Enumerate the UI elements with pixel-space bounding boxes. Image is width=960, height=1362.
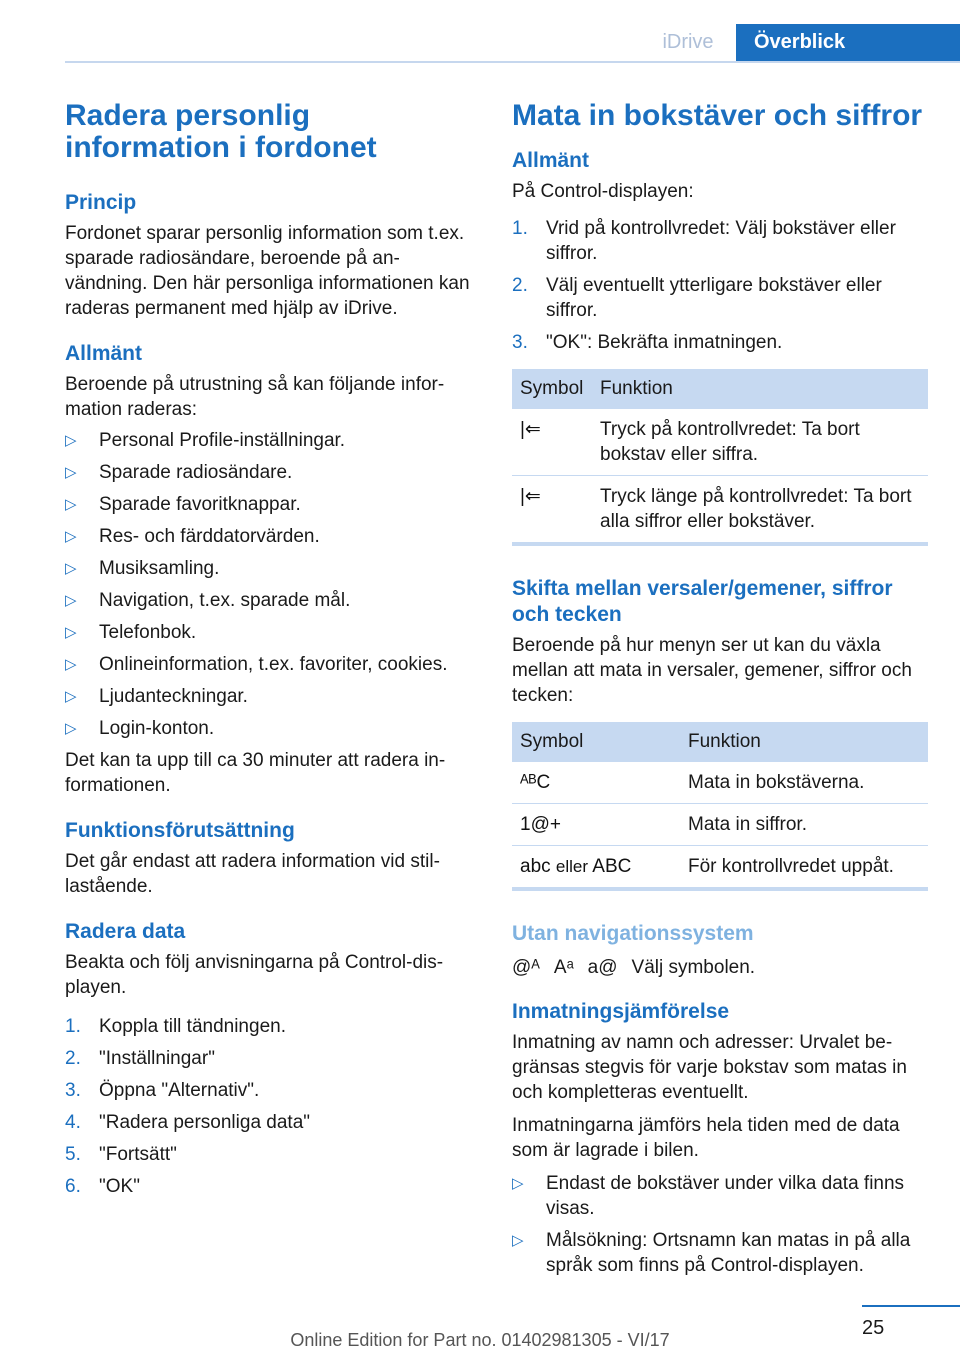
header-rule: [65, 61, 960, 63]
utan-section: [512, 921, 928, 979]
table-row: [512, 846, 928, 890]
symbol-lower-at-icon: a@: [587, 957, 618, 978]
backspace-icon: |⇐: [512, 409, 592, 476]
step-item: 1. Vrid på kontrollvredet: Välj bokstäver eller siffror.: [512, 218, 896, 264]
utan-heading: Utan navigationssystem: [512, 922, 754, 945]
triangle-bullet-icon: ▷: [65, 432, 77, 449]
step-item: 5. "Fortsätt": [65, 1144, 177, 1165]
table-row: [512, 409, 928, 476]
input-mode-table: [512, 722, 928, 891]
list-item: ▷ Målsökning: Ortsnamn kan matas in på alla språk som finns på Control-displayen.: [512, 1230, 911, 1276]
inmatning-section: [512, 999, 928, 1278]
table-header-symbol: Symbol: [512, 369, 592, 409]
radera-heading: Radera data: [65, 920, 186, 943]
right-column: [512, 100, 928, 1298]
table-row: [512, 476, 928, 545]
triangle-bullet-icon: ▷: [512, 1175, 524, 1192]
inmatning-heading: Inmatningsjämförelse: [512, 1000, 730, 1023]
symbol-upper-lower-icon: Aᵃ: [553, 957, 574, 978]
skifta-section: [512, 576, 928, 891]
step-item: 1. Koppla till tändningen.: [65, 1016, 286, 1037]
step-item: 2. Välj eventuellt ytterligare bokstäver eller siffror.: [512, 275, 882, 321]
list-item: ▷ Ljudanteckningar.: [65, 686, 248, 707]
table-header-row: [512, 722, 928, 762]
triangle-bullet-icon: ▷: [65, 528, 77, 545]
list-item: ▷ Endast de bokstäver under vilka data finns visas.: [512, 1173, 905, 1219]
footer-edition: Online Edition for Part no. 01402981305 - VI/17: [290, 1330, 670, 1350]
list-item: ▷ Telefonbok.: [65, 622, 197, 643]
step-item: 3. "OK": Bekräfta inmatningen.: [512, 332, 783, 353]
list-item: ▷ Musiksamling.: [65, 558, 220, 579]
radera-text: Beakta och följ anvisningarna på Control-dis-playen.: [65, 952, 444, 998]
delete-symbol-table: [512, 369, 928, 546]
funktion-text: Det går endast att radera information vid stil-lastående.: [65, 851, 440, 897]
utan-text: Välj symbolen.: [631, 957, 756, 978]
inmatning-text-1: Inmatning av namn och adresser: Urvalet be-gränsas stegvis för varje bokstav som matas in och kompletteras eventuellt.: [512, 1032, 907, 1103]
table-cell-function: Tryck på kontrollvredet: Ta bort bokstav eller siffra.: [592, 409, 928, 476]
triangle-bullet-icon: ▷: [65, 688, 77, 705]
symbol-at-upper-icon: @ᴬ: [512, 957, 540, 978]
step-item: 2. "Inställningar": [65, 1048, 215, 1069]
princip-heading: Princip: [65, 191, 137, 214]
allmant-heading: Allmänt: [65, 342, 143, 365]
list-item: ▷ Sparade favoritknappar.: [65, 494, 301, 515]
allmant-section: [65, 341, 470, 798]
page-number: 25: [862, 1317, 885, 1339]
erasable-items-list: [65, 428, 470, 741]
table-row: [512, 804, 928, 846]
list-item: ▷ Res- och färddatorvärden.: [65, 526, 320, 547]
inmatning-list: [512, 1171, 928, 1278]
table-header-row: [512, 369, 928, 409]
inmatning-text-2: Inmatningarna jämförs hela tiden med de data som är lagrade i bilen.: [512, 1115, 900, 1161]
table-header-symbol: Symbol: [512, 722, 680, 762]
table-cell-function: Tryck länge på kontrollvredet: Ta bort alla siffror eller bokstäver.: [592, 476, 928, 545]
triangle-bullet-icon: ▷: [65, 624, 77, 641]
triangle-bullet-icon: ▷: [65, 464, 77, 481]
table-header-function: Funktion: [592, 369, 928, 409]
step-item: 4. "Radera personliga data": [65, 1112, 311, 1133]
triangle-bullet-icon: ▷: [512, 1232, 524, 1249]
or-label: eller: [555, 857, 589, 876]
table-cell-function: För kontrollvredet uppåt.: [680, 846, 928, 890]
table-cell-function: Mata in bokstäverna.: [680, 762, 928, 804]
step-item: 6. "OK": [65, 1176, 140, 1197]
triangle-bullet-icon: ▷: [65, 720, 77, 737]
radera-section: [65, 919, 470, 1199]
numbers-mode-icon: 1@+: [512, 804, 680, 846]
header-section-label: iDrive: [662, 31, 714, 53]
step-item: 3. Öppna "Alternativ".: [65, 1080, 260, 1101]
right-allmant-section: [512, 148, 928, 546]
princip-text: Fordonet sparar personlig information som t.ex. sparade radiosändare, beroende på an-vändning. Den här personliga informationen kan raderas permanent med hjälp av iDrive.: [65, 223, 470, 319]
right-title: Mata in bokstäver och siffror: [512, 99, 923, 132]
funktion-heading: Funktionsförutsättning: [65, 819, 295, 842]
list-item: ▷ Navigation, t.ex. sparade mål.: [65, 590, 351, 611]
backspace-icon: |⇐: [512, 476, 592, 545]
list-item: ▷ Onlineinformation, t.ex. favoriter, cookies.: [65, 654, 448, 675]
table-cell-function: Mata in siffror.: [680, 804, 928, 846]
footer-rule: [862, 1305, 960, 1307]
list-item: ▷ Login-konton.: [65, 718, 215, 739]
table-header-function: Funktion: [680, 722, 928, 762]
radera-steps: [65, 1014, 470, 1199]
triangle-bullet-icon: ▷: [65, 496, 77, 513]
right-allmant-text: På Control-displayen:: [512, 181, 694, 202]
left-title: Radera personlig information i fordonet: [65, 99, 377, 164]
skifta-heading: Skifta mellan versaler/gemener, siffror och tecken: [512, 577, 893, 626]
case-symbol-cell: [512, 846, 680, 890]
triangle-bullet-icon: ▷: [65, 656, 77, 673]
left-column: [65, 100, 470, 1219]
triangle-bullet-icon: ▷: [65, 592, 77, 609]
table-row: [512, 762, 928, 804]
utan-symbol-line: [512, 957, 928, 979]
princip-section: [65, 190, 470, 321]
lowercase-icon: abc: [520, 856, 551, 877]
list-item: ▷ Personal Profile-inställningar.: [65, 430, 346, 451]
right-allmant-steps: [512, 216, 928, 355]
funktion-section: [65, 818, 470, 899]
skifta-text: Beroende på hur menyn ser ut kan du växla mellan att mata in versaler, gemener, siffror och tecken:: [512, 635, 912, 706]
list-item: ▷ Sparade radiosändare.: [65, 462, 293, 483]
right-allmant-heading: Allmänt: [512, 149, 590, 172]
uppercase-icon: ABC: [592, 856, 632, 877]
allmant-note: Det kan ta upp till ca 30 minuter att radera in-formationen.: [65, 750, 446, 796]
letters-mode-icon: ᴬᴮC: [512, 762, 680, 804]
triangle-bullet-icon: ▷: [65, 560, 77, 577]
header-tab-overview: Överblick: [736, 24, 960, 63]
allmant-text: Beroende på utrustning så kan följande infor-mation raderas:: [65, 374, 445, 420]
